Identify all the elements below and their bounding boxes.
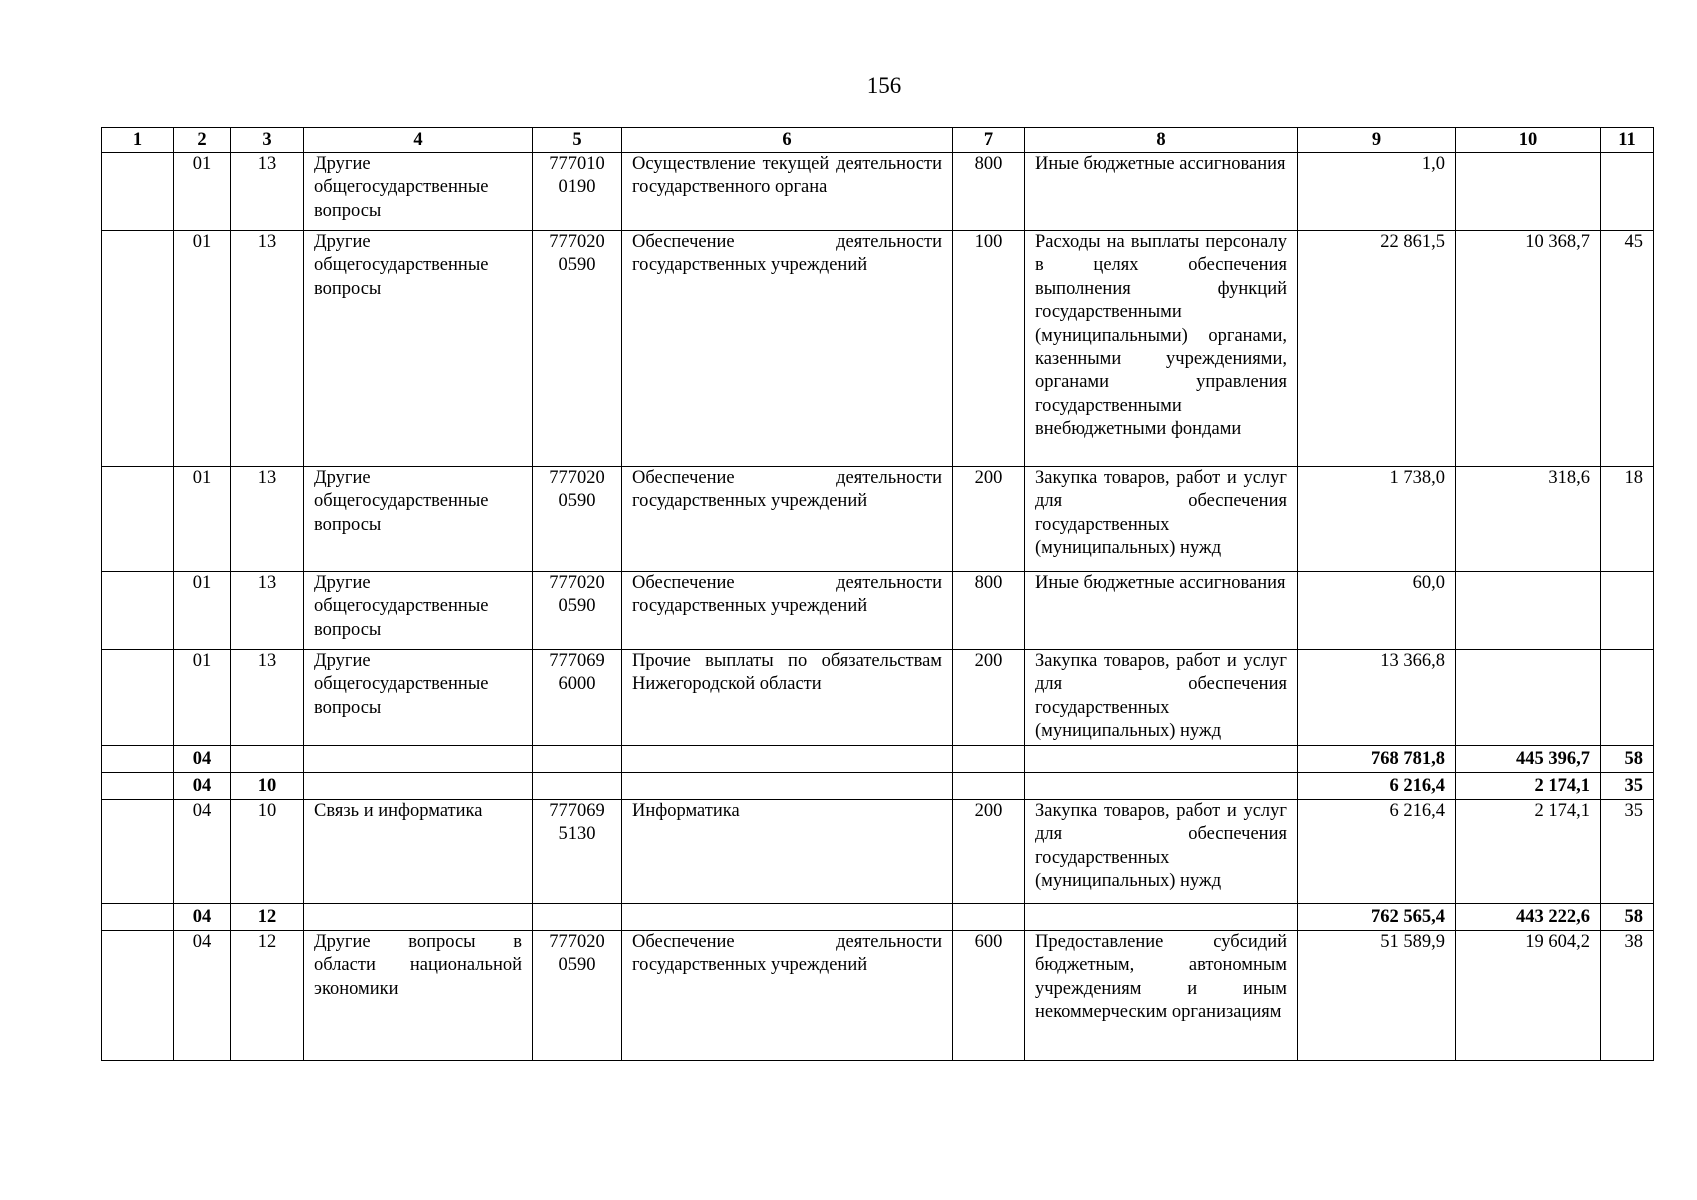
- cell-expense-type-code: 100: [953, 231, 1025, 467]
- cell-target-name: Обеспечение деятельности государственных учреждений: [622, 231, 953, 467]
- cell-percent: 38: [1601, 931, 1654, 1061]
- cell-percent: 45: [1601, 231, 1654, 467]
- cell-section: 04: [174, 904, 231, 931]
- cell-plan-amount: 51 589,9: [1298, 931, 1456, 1061]
- cell-section: 04: [174, 746, 231, 773]
- cell-expense-type-name: Иные бюджетные ассигнования: [1025, 153, 1298, 231]
- cell-percent: [1601, 650, 1654, 746]
- cell-subsection: [231, 746, 304, 773]
- cell-expense-type-name: Закупка товаров, работ и услуг для обеспечения государственных (муниципальных) нужд: [1025, 800, 1298, 904]
- cell-subsection: 10: [231, 800, 304, 904]
- column-header: 1: [102, 128, 174, 153]
- cell-target-name: Обеспечение деятельности государственных учреждений: [622, 931, 953, 1061]
- cell-percent: [1601, 153, 1654, 231]
- cell-plan-amount: 762 565,4: [1298, 904, 1456, 931]
- cell-col1: [102, 572, 174, 650]
- cell-section-name: Другие общегосударственные вопросы: [304, 572, 533, 650]
- cell-section: 01: [174, 231, 231, 467]
- cell-expense-type-code: 800: [953, 153, 1025, 231]
- column-header: 7: [953, 128, 1025, 153]
- cell-expense-type-code: 200: [953, 800, 1025, 904]
- cell-subsection: 12: [231, 931, 304, 1061]
- cell-target-name: Обеспечение деятельности государственных учреждений: [622, 572, 953, 650]
- column-header: 10: [1456, 128, 1601, 153]
- cell-subsection: 13: [231, 231, 304, 467]
- cell-expense-type-name: Предоставление субсидий бюджетным, автономным учреждениям и иным некоммерческим организациям: [1025, 931, 1298, 1061]
- column-header: 9: [1298, 128, 1456, 153]
- cell-subsection: 12: [231, 904, 304, 931]
- cell-expense-type-name: [1025, 773, 1298, 800]
- cell-plan-amount: 6 216,4: [1298, 800, 1456, 904]
- cell-plan-amount: 768 781,8: [1298, 746, 1456, 773]
- cell-expense-type-code: [953, 746, 1025, 773]
- cell-target-code: 777020 0590: [533, 931, 622, 1061]
- cell-col1: [102, 650, 174, 746]
- cell-target-code: 777020 0590: [533, 467, 622, 572]
- cell-actual-amount: 2 174,1: [1456, 773, 1601, 800]
- cell-target-code: 777020 0590: [533, 572, 622, 650]
- table-row: [102, 467, 1654, 572]
- cell-section: 04: [174, 931, 231, 1061]
- cell-section-name: Другие общегосударственные вопросы: [304, 467, 533, 572]
- cell-col1: [102, 231, 174, 467]
- column-header: 4: [304, 128, 533, 153]
- cell-expense-type-code: 800: [953, 572, 1025, 650]
- cell-section-name: Другие вопросы в области национальной экономики: [304, 931, 533, 1061]
- total-row: [102, 773, 1654, 800]
- cell-percent: 58: [1601, 904, 1654, 931]
- table-row: [102, 572, 1654, 650]
- cell-section: 01: [174, 467, 231, 572]
- cell-actual-amount: [1456, 572, 1601, 650]
- cell-section: 04: [174, 773, 231, 800]
- cell-target-code: 777010 0190: [533, 153, 622, 231]
- cell-plan-amount: 1 738,0: [1298, 467, 1456, 572]
- column-header: 11: [1601, 128, 1654, 153]
- cell-subsection: 13: [231, 153, 304, 231]
- cell-target-name: [622, 904, 953, 931]
- table-row: [102, 800, 1654, 904]
- cell-section-name: Связь и информатика: [304, 800, 533, 904]
- cell-expense-type-name: Закупка товаров, работ и услуг для обеспечения государственных (муниципальных) нужд: [1025, 467, 1298, 572]
- cell-expense-type-name: [1025, 746, 1298, 773]
- cell-plan-amount: 13 366,8: [1298, 650, 1456, 746]
- cell-plan-amount: 1,0: [1298, 153, 1456, 231]
- cell-expense-type-name: Закупка товаров, работ и услуг для обеспечения государственных (муниципальных) нужд: [1025, 650, 1298, 746]
- cell-actual-amount: 10 368,7: [1456, 231, 1601, 467]
- cell-actual-amount: [1456, 650, 1601, 746]
- cell-actual-amount: 445 396,7: [1456, 746, 1601, 773]
- cell-actual-amount: 19 604,2: [1456, 931, 1601, 1061]
- cell-actual-amount: [1456, 153, 1601, 231]
- cell-plan-amount: 60,0: [1298, 572, 1456, 650]
- cell-target-code: 777020 0590: [533, 231, 622, 467]
- cell-plan-amount: 6 216,4: [1298, 773, 1456, 800]
- cell-col1: [102, 467, 174, 572]
- cell-section: 01: [174, 650, 231, 746]
- cell-target-code: [533, 904, 622, 931]
- cell-plan-amount: 22 861,5: [1298, 231, 1456, 467]
- cell-subsection: 10: [231, 773, 304, 800]
- cell-section-name: Другие общегосударственные вопросы: [304, 153, 533, 231]
- total-row: [102, 746, 1654, 773]
- table-row: [102, 153, 1654, 231]
- column-header: 3: [231, 128, 304, 153]
- cell-section-name: Другие общегосударственные вопросы: [304, 231, 533, 467]
- cell-target-code: [533, 746, 622, 773]
- total-row: [102, 904, 1654, 931]
- cell-actual-amount: 318,6: [1456, 467, 1601, 572]
- cell-subsection: 13: [231, 572, 304, 650]
- cell-expense-type-code: 200: [953, 467, 1025, 572]
- cell-subsection: 13: [231, 467, 304, 572]
- cell-expense-type-code: 200: [953, 650, 1025, 746]
- cell-percent: 35: [1601, 800, 1654, 904]
- table-row: [102, 650, 1654, 746]
- cell-percent: 58: [1601, 746, 1654, 773]
- cell-target-name: Информатика: [622, 800, 953, 904]
- header-row: [102, 128, 1654, 153]
- cell-section: 01: [174, 572, 231, 650]
- cell-target-code: 777069 5130: [533, 800, 622, 904]
- table-row: [102, 231, 1654, 467]
- cell-section-name: Другие общегосударственные вопросы: [304, 650, 533, 746]
- cell-col1: [102, 931, 174, 1061]
- cell-expense-type-code: [953, 904, 1025, 931]
- cell-section: 01: [174, 153, 231, 231]
- cell-col1: [102, 153, 174, 231]
- cell-section: 04: [174, 800, 231, 904]
- cell-col1: [102, 773, 174, 800]
- cell-target-name: Осуществление текущей деятельности государственного органа: [622, 153, 953, 231]
- page-number: 156: [866, 73, 902, 98]
- cell-expense-type-code: [953, 773, 1025, 800]
- cell-col1: [102, 746, 174, 773]
- column-header: 5: [533, 128, 622, 153]
- column-header: 8: [1025, 128, 1298, 153]
- cell-subsection: 13: [231, 650, 304, 746]
- cell-target-name: [622, 773, 953, 800]
- column-header: 6: [622, 128, 953, 153]
- cell-col1: [102, 800, 174, 904]
- cell-section-name: [304, 904, 533, 931]
- cell-target-name: Обеспечение деятельности государственных учреждений: [622, 467, 953, 572]
- cell-percent: 18: [1601, 467, 1654, 572]
- cell-actual-amount: 443 222,6: [1456, 904, 1601, 931]
- cell-actual-amount: 2 174,1: [1456, 800, 1601, 904]
- cell-expense-type-name: [1025, 904, 1298, 931]
- cell-percent: 35: [1601, 773, 1654, 800]
- column-header: 2: [174, 128, 231, 153]
- cell-expense-type-name: Иные бюджетные ассигнования: [1025, 572, 1298, 650]
- cell-target-code: 777069 6000: [533, 650, 622, 746]
- cell-section-name: [304, 773, 533, 800]
- table-row: [102, 931, 1654, 1061]
- cell-expense-type-code: 600: [953, 931, 1025, 1061]
- cell-section-name: [304, 746, 533, 773]
- cell-col1: [102, 904, 174, 931]
- cell-percent: [1601, 572, 1654, 650]
- cell-target-name: [622, 746, 953, 773]
- budget-table: [101, 127, 1654, 1061]
- cell-target-code: [533, 773, 622, 800]
- cell-expense-type-name: Расходы на выплаты персоналу в целях обеспечения выполнения функций государственными (муниципальными) органами, казенными учреждениями, органами управления государственными внебюджетными фондами: [1025, 231, 1298, 467]
- cell-target-name: Прочие выплаты по обязательствам Нижегородской области: [622, 650, 953, 746]
